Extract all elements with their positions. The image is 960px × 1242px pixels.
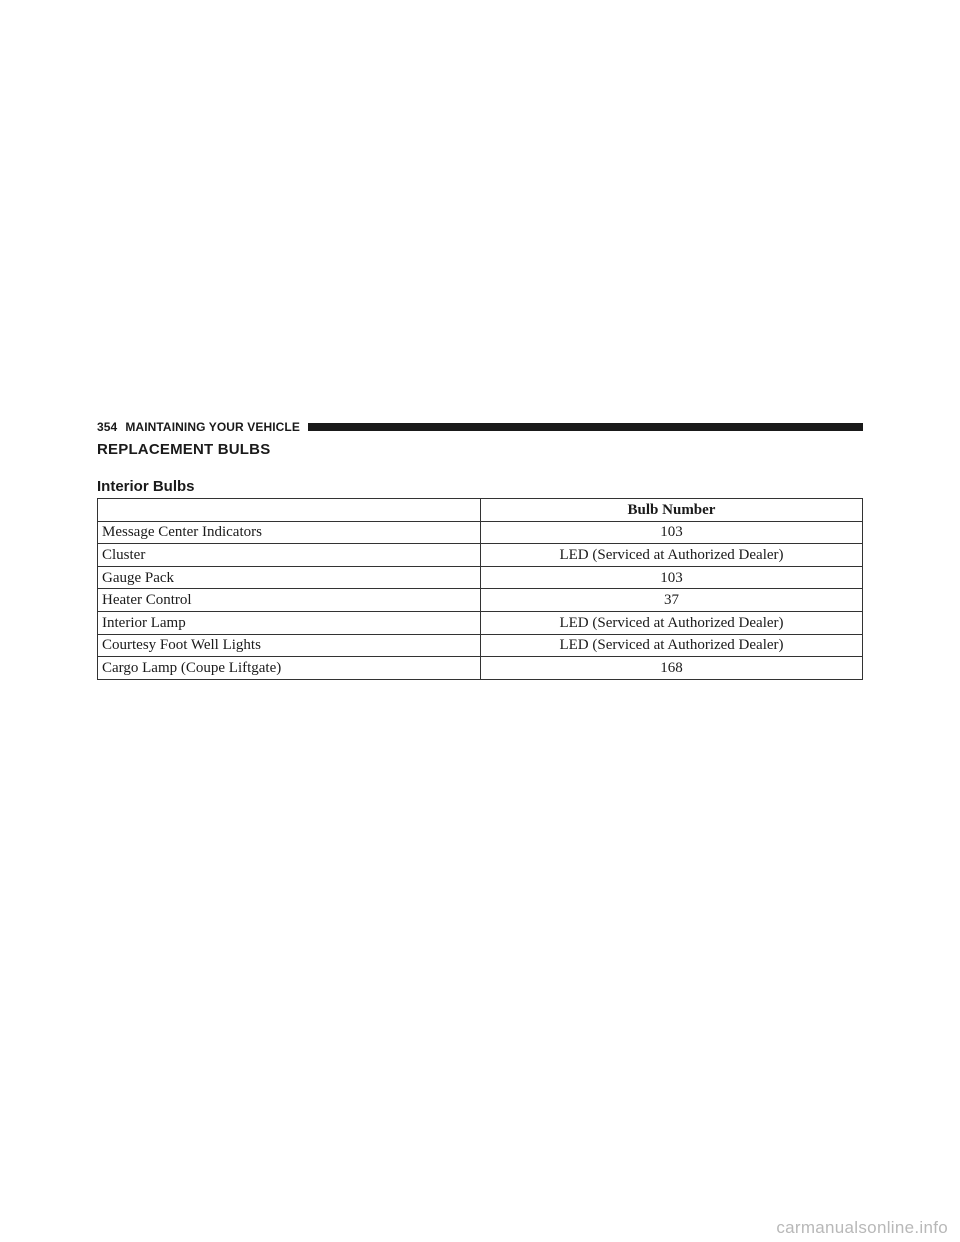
page-header xyxy=(97,418,863,436)
row-bulb-number: 37 xyxy=(481,589,863,612)
table-row xyxy=(98,657,863,680)
row-location: Gauge Pack xyxy=(98,566,481,589)
table-row xyxy=(98,544,863,567)
watermark: carmanualsonline.info xyxy=(776,1218,948,1237)
row-location: Cargo Lamp (Coupe Liftgate) xyxy=(98,657,481,680)
table-row xyxy=(98,589,863,612)
row-location: Heater Control xyxy=(98,589,481,612)
table-header-row xyxy=(98,499,863,522)
subsection-title: Interior Bulbs xyxy=(97,478,195,495)
section-name: MAINTAINING YOUR VEHICLE xyxy=(125,420,300,434)
row-location: Interior Lamp xyxy=(98,611,481,634)
table-row xyxy=(98,566,863,589)
row-bulb-number: LED (Serviced at Authorized Dealer) xyxy=(481,544,863,567)
row-location: Message Center Indicators xyxy=(98,521,481,544)
row-bulb-number: LED (Serviced at Authorized Dealer) xyxy=(481,634,863,657)
table-row xyxy=(98,521,863,544)
table-row xyxy=(98,611,863,634)
row-bulb-number: 103 xyxy=(481,521,863,544)
row-bulb-number: LED (Serviced at Authorized Dealer) xyxy=(481,611,863,634)
table-row xyxy=(98,634,863,657)
column-header-location xyxy=(98,499,481,522)
page-number: 354 xyxy=(97,420,118,434)
bulb-table xyxy=(97,498,863,680)
row-location: Courtesy Foot Well Lights xyxy=(98,634,481,657)
section-title: REPLACEMENT BULBS xyxy=(97,441,271,458)
row-bulb-number: 103 xyxy=(481,566,863,589)
column-header-bulb-number: Bulb Number xyxy=(481,499,863,522)
row-bulb-number: 168 xyxy=(481,657,863,680)
header-rule xyxy=(308,423,863,431)
row-location: Cluster xyxy=(98,544,481,567)
